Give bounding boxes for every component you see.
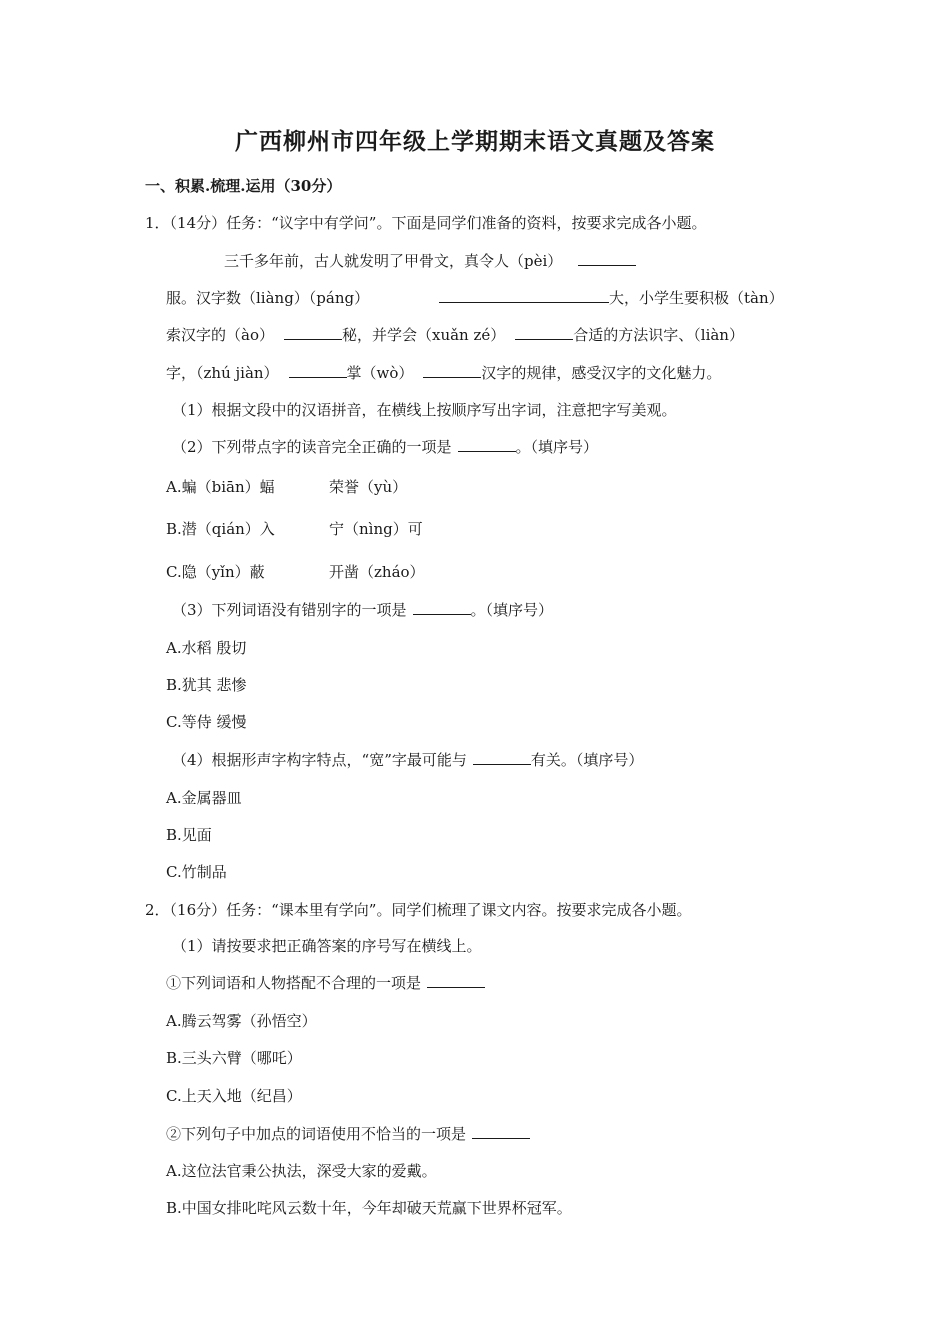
passage-line-3 [166,325,744,345]
option-c: C.等侍 缓慢 [166,713,247,731]
passage-text: 索汉字的（ào） [166,326,274,344]
sub-item-2 [166,1124,530,1144]
passage-text: 秘，并学会（xuǎn zé） [341,326,506,344]
passage-text: 掌（wò） [346,364,414,382]
option-b-2: 宁（nìng）可 [329,520,423,538]
sub-question-text: （3）下列词语没有错别字的一项是 [172,601,407,619]
answer-blank[interactable] [413,600,471,615]
passage-text: 大，小学生要积极（tàn） [609,289,784,307]
sub-question-3 [172,600,553,620]
sub-question-suffix: 。（填序号） [470,601,554,619]
option-a: A.蝙（biān）蝠 [166,478,275,496]
passage-line-2b [439,288,784,308]
answer-blank[interactable] [423,363,481,378]
answer-blank[interactable] [439,288,609,303]
option-c: C.竹制品 [166,863,227,881]
passage-line-1 [224,251,636,271]
passage-text: 合适的方法识字、（liàn） [573,326,744,344]
passage-text: 字，（zhú jiàn） [166,364,279,382]
sub-question-1: （1）请按要求把正确答案的序号写在横线上。 [172,937,482,955]
sub-question-suffix: 。（填序号） [515,438,599,456]
option-a: A.腾云驾雾（孙悟空） [166,1012,317,1030]
answer-blank[interactable] [578,251,636,266]
option-b: B.中国女排叱咤风云数十年，今年却破天荒赢下世界杯冠军。 [166,1199,572,1217]
answer-blank[interactable] [472,1124,530,1139]
sub-item-text: ②下列句子中加点的词语使用不恰当的一项是 [166,1125,467,1143]
section-heading: 一、积累.梳理.运用（30分） [145,177,342,195]
option-b: B.犹其 悲惨 [166,676,247,694]
passage-line-4 [166,363,721,383]
answer-blank[interactable] [289,363,347,378]
answer-blank[interactable] [284,325,342,340]
passage-text: 三千多年前，古人就发明了甲骨文，真令人（pèi） [224,252,563,270]
answer-blank[interactable] [458,437,516,452]
option-b: B.潜（qián）入 [166,520,275,538]
sub-question-2 [172,437,598,457]
option-a-2: 荣誉（yù） [329,478,408,496]
option-a: A.水稻 殷切 [166,639,247,657]
question-2-stem: 2．（16分）任务：“课本里有学向”。同学们梳理了课文内容。按要求完成各小题。 [145,901,692,919]
sub-question-1: （1）根据文段中的汉语拼音，在横线上按顺序写出字词，注意把字写美观。 [172,401,677,419]
option-b: B.见面 [166,826,212,844]
option-c-2: 开凿（zháo） [329,563,425,581]
option-c: C.上天入地（纪昌） [166,1087,302,1105]
answer-blank[interactable] [473,750,531,765]
question-1-stem: 1．（14分）任务：“议字中有学问”。下面是同学们准备的资料，按要求完成各小题。 [145,214,707,232]
passage-line-2 [166,288,369,308]
option-a: A.这位法官秉公执法，深受大家的爱戴。 [166,1162,437,1180]
answer-blank[interactable] [515,325,573,340]
option-c: C.隐（yǐn）蔽 [166,563,265,581]
sub-question-text: （4）根据形声字构字特点，“宽”字最可能与 [172,751,467,769]
sub-question-suffix: 有关。（填序号） [530,751,644,769]
option-b: B.三头六臂（哪吒） [166,1049,302,1067]
page-title: 广西柳州市四年级上学期期末语文真题及答案 [235,128,715,155]
option-a: A.金属器皿 [166,789,242,807]
option-row [166,477,275,497]
sub-question-text: （2）下列带点字的读音完全正确的一项是 [172,438,452,456]
sub-item-text: ①下列词语和人物搭配不合理的一项是 [166,974,422,992]
passage-text: 服。汉字数（liàng）（páng） [166,289,370,307]
sub-item-1 [166,973,485,993]
sub-question-4 [172,750,643,770]
answer-blank[interactable] [427,973,485,988]
passage-text: 汉字的规律，感受汉字的文化魅力。 [481,364,722,382]
